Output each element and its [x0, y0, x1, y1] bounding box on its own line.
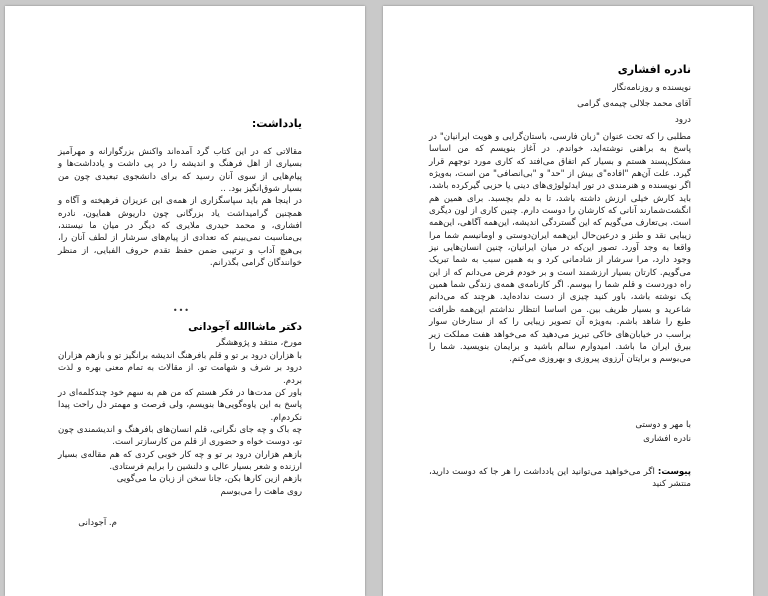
intro-text — [58, 146, 302, 269]
letter-paragraph: چه باک و چه جای نگرانی، قلم انسان‌های بافرهنگ و اندیشمندی چون تو، دوست خواه و حضوری از قلم من کارسازتر است. — [58, 425, 302, 448]
letter-closing: با مهر و دوستی — [635, 420, 691, 430]
section-separator: ••• — [172, 306, 190, 315]
letter-author: دکتر ماشاالله آجودانی — [188, 321, 302, 333]
postscript-text: اگر می‌خواهید می‌توانید این یادداشت را هر جا که دوست دارید، منتشر کنید — [429, 467, 691, 490]
letter-paragraph: بازهم هزاران درود بر تو و چه کار خوبی کردی که هم مقاله‌ی بسیار ارزنده و شعر بسیار عالی و دلنشین را برایم فرستادی. — [58, 449, 302, 473]
letter-paragraph: بازهم ازین کارها بکن، جانا سخن از زبان ما می‌گویی — [116, 474, 302, 485]
intro-paragraph: در اینجا هم باید سپاسگزاری از همه‌ی این عزیزان فرهیخته و آگاه و همچنین گرامیداشت یاد بزرگانی چون داریوش همایون، نادره افشاری، و محمد حیدری ملایری که دیگر در میان ما نیستند، بی‌مناسبت نمی‌بینم که تعدادی از پیام‌های سرشار از لطف آنان را، بی‌هیچ آداب و ترتیبی ضمن حفظ تقدم حروف الفبایی، از منظر خوانندگان گرامی بگذرانم. — [58, 196, 302, 269]
letter-paragraph: باور کن مدت‌ها در فکر هستم که من هم به سهم خود چندکلمه‌ای در پاسخ به این یاوه‌گویی‌ها بنویسم، ولی فرصت و مهمتر دل راحت پیدا نکردم‌ام. — [58, 388, 302, 423]
letter-text: مطلبی را که تحت عنوان "زبان فارسی، باستان‌گرایی و هویت ایرانیان" در پاسخ به براهنی نوشته‌اید، خواندم. در آغاز بنویسم که من اساسا مشکل‌پسند هستم و بسیار کم اتفاق می‌افتد که کاری مورد توجهم قرار گیرد. علت آن‌هم "افاده"ی بیش از "حد" و "بی‌انصافی" من است، به‌ویژه اگر نویسنده و هنرمندی در تور ایدئولوژی‌های دینی یا حزبی گیرکرده باشد، باید کارش خیلی ارزش داشته باشد، تا به دلم بچسبد. برای همین هم انگشت‌شمارند آنانی که کارشان را دوست دارم. چنین کاری از لون دیگری است. بی‌تعارف می‌گویم که این گستردگی اندیشه، این‌همه آگاهی، این‌همه زیبایی نقد و طنز و درعین‌حال این‌همه ایران‌دوستی و اومانیسم شما مرا واقعا به وجد آورد. تصور این‌که در میان ایرانیان، چنین انسان‌هایی نیز وجود دارد، مرا سرشار از شادمانی کرد و به همین سبب به شما تبریک می‌گویم. کارتان بسیار ارزشمند است و بر خودم فرض می‌دانم که از این راه دوردست و قلم شما را ببوسم. اگر کارنامه‌ی همه‌ی زندگی شما همین یک نوشته باشد، باور کنید چیزی از دست نداده‌اید. هرچند که می‌دانم شاعرید و بسیار ظریف بین. من اساسا انتظار نداشتم این‌همه ظرافت طبع را شاهد باشم. به‌ویژه آن تصویر زیبایی را که از ستارخان سوار براسب در خیابان‌های خاکی تبریز می‌دهید که می‌خواهد هفت مملکت زیر بیرق ایران ما باشد. امیدوارم سالم باشید و برایمان بنویسید. شما را می‌بوسم و برایتان آرزوی پیروزی و بهروزی می‌کنم. — [429, 132, 691, 365]
letter-salutation: آقای محمد جلالی چیمه‌ی گرامی — [577, 99, 691, 109]
letter-greeting: درود — [675, 115, 691, 125]
left-page — [5, 6, 365, 596]
section-title: یادداشت: — [251, 117, 302, 130]
intro-paragraph: مقالاتی که در این کتاب گرد آمده‌اند واکنش بزرگوارانه و مهرآمیز بسیاری از اهل فرهنگ و اندیشه را در پی داشت و یادداشت‌ها و پیام‌هایی از سوی آنان رسید که برای دانشجوی تبعیدی چون من بسیار شوق‌انگیز بود. .. — [58, 147, 302, 195]
postscript-label: پیوست: — [657, 467, 692, 477]
letter-signature: نادره افشاری — [643, 434, 691, 444]
letter-text — [58, 350, 302, 498]
author-role: نویسنده و روزنامه‌نگار — [612, 83, 691, 93]
right-page — [383, 6, 753, 596]
letter-signature: م. آجودانی — [78, 518, 117, 528]
letter-paragraph: با هزاران درود بر تو و قلم بافرهنگ اندیشه برانگیز تو و بازهم هزاران درود بر شرف و شهامت تو. از مقالات به تمام معنی بهره و لذت بردم. — [58, 351, 302, 386]
letter-paragraph: روی ماهت را می‌بوسم — [220, 486, 302, 497]
postscript — [429, 466, 691, 491]
author-role: مورخ، منتقد و پژوهشگر — [216, 338, 302, 348]
letter-author: نادره افشاری — [617, 63, 691, 76]
